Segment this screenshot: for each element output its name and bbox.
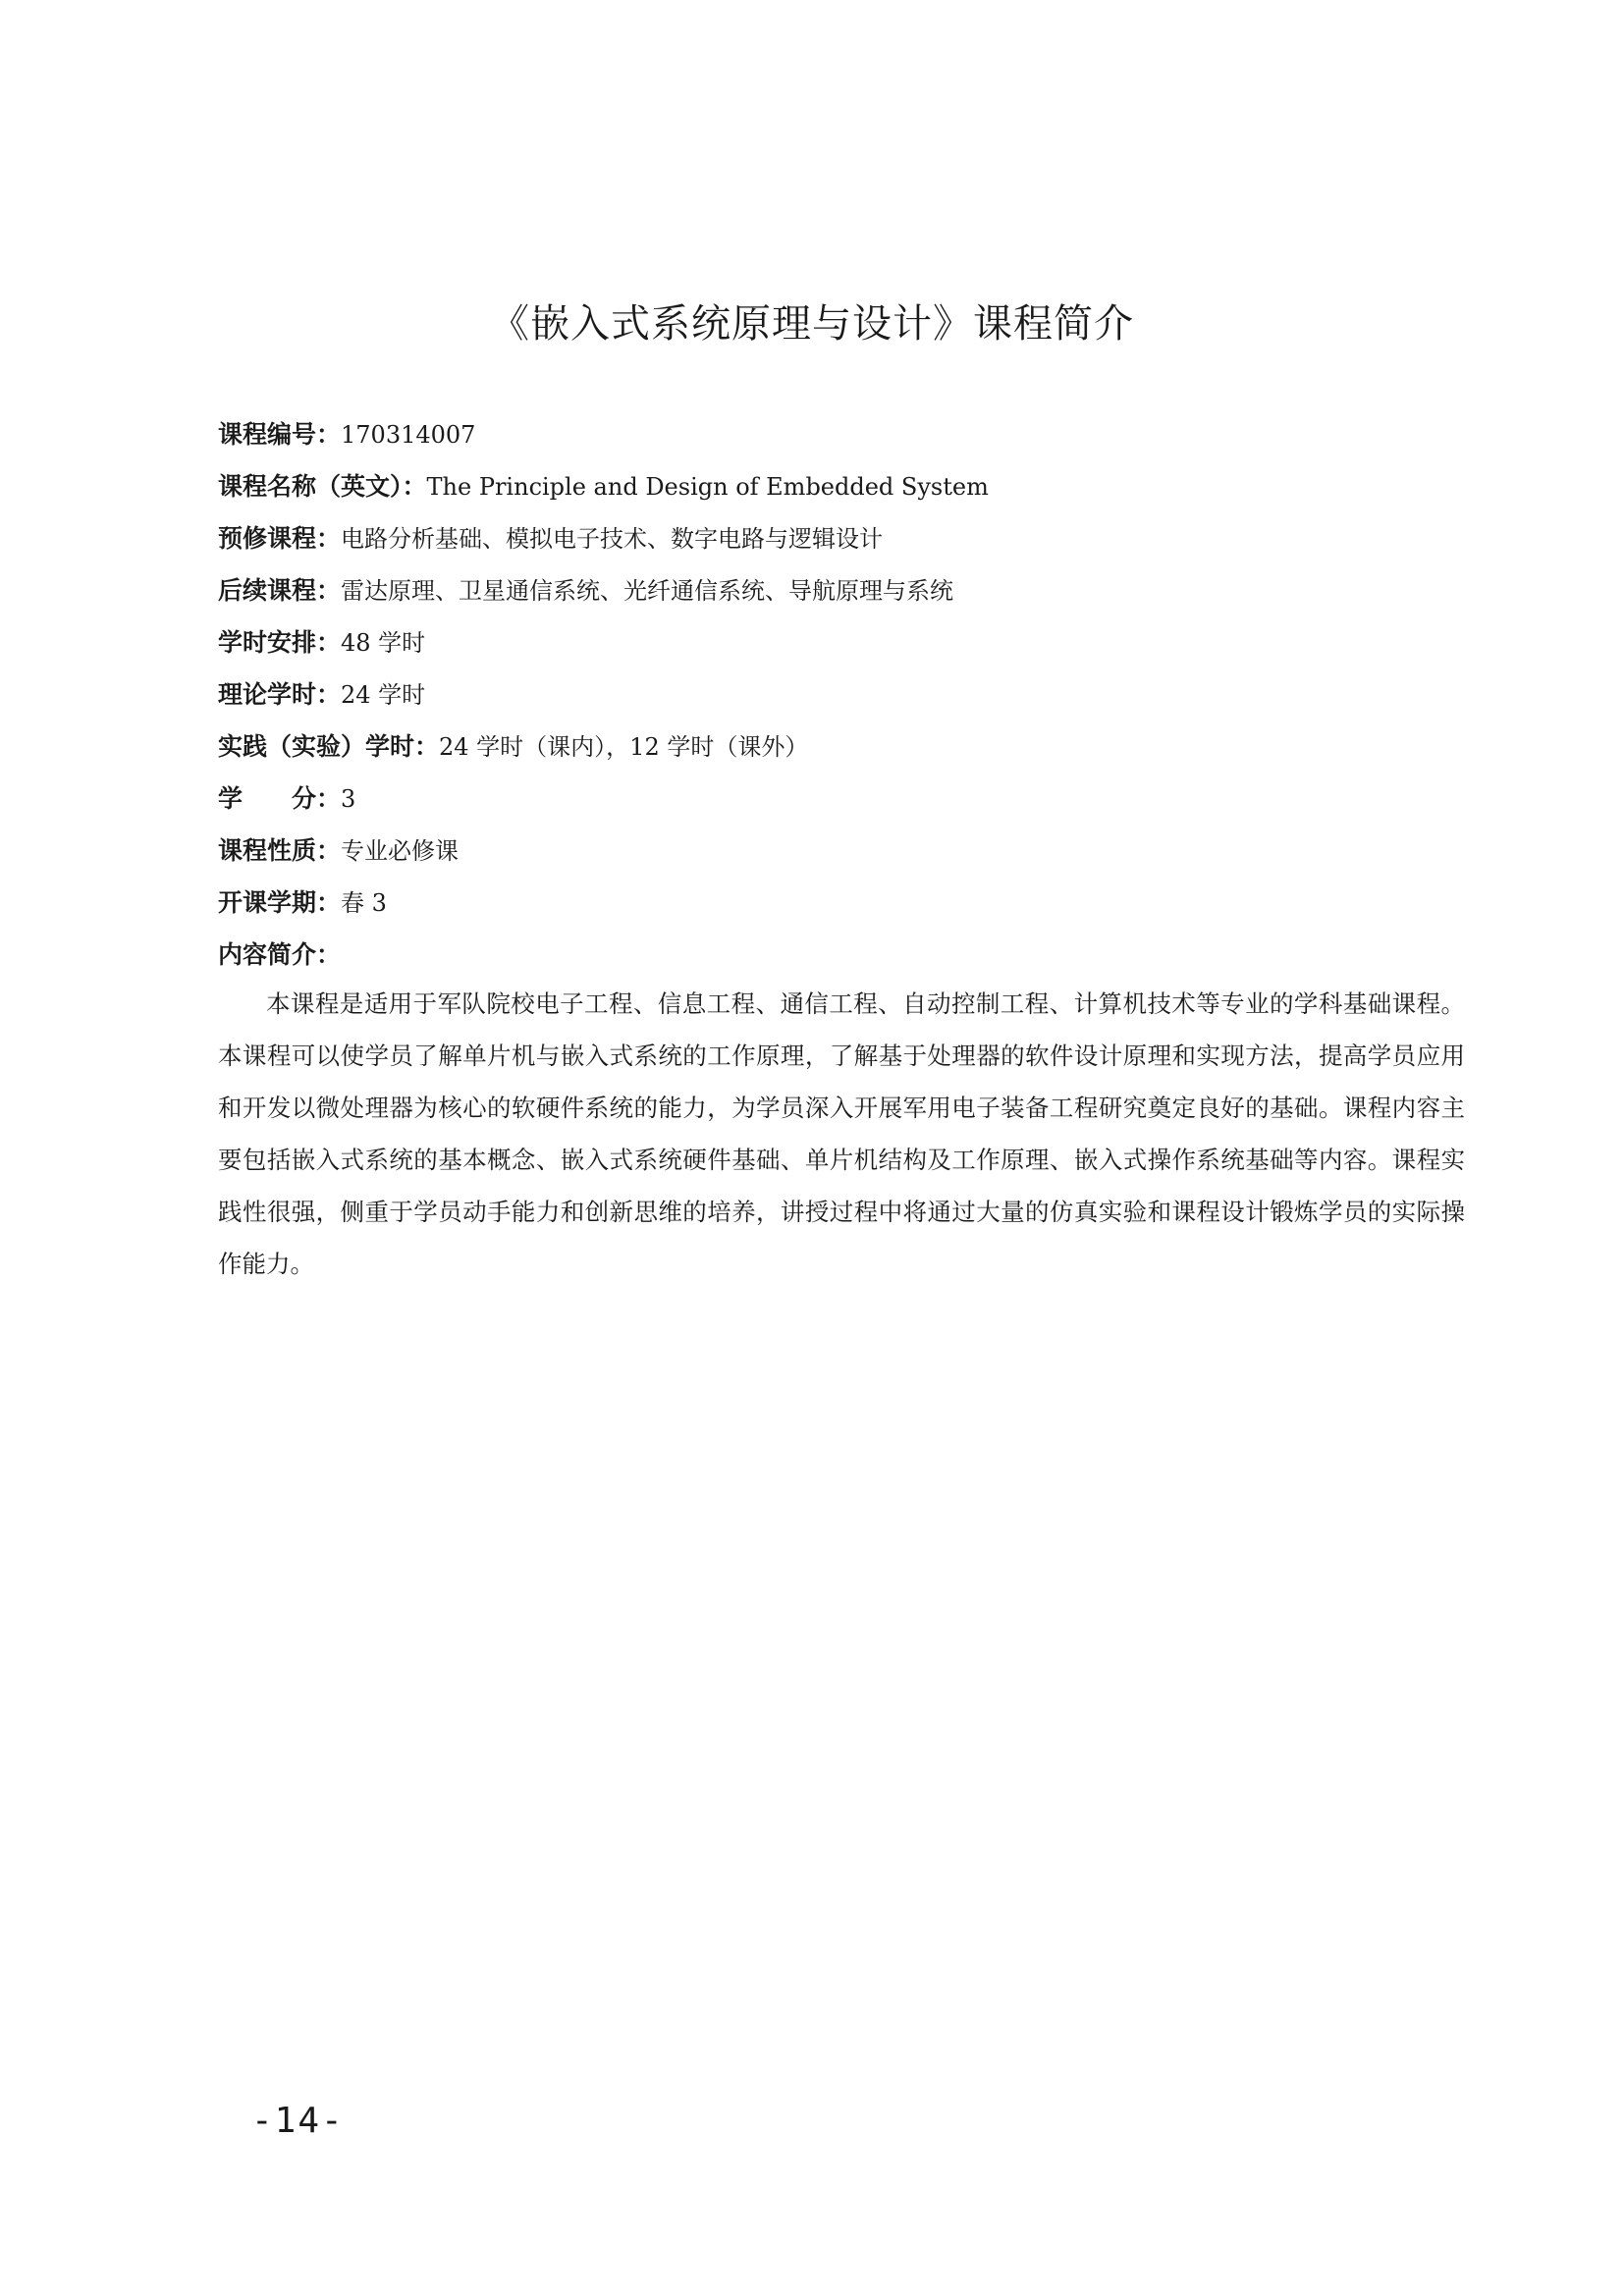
field-value: 电路分析基础、模拟电子技术、数字电路与逻辑设计: [341, 525, 884, 553]
field-label: 学时安排：: [218, 628, 342, 657]
field-label: 课程名称（英文）：: [218, 472, 427, 501]
field-value: 专业必修课: [341, 837, 460, 865]
field-course-code: [218, 415, 1465, 467]
field-label: 实践（实验）学时：: [218, 732, 440, 761]
field-value: 170314007: [341, 421, 476, 449]
field-credits: [218, 779, 1465, 831]
field-value: 24 学时: [341, 681, 426, 709]
field-total-hours: [218, 623, 1465, 675]
field-label: 课程编号：: [218, 420, 342, 449]
field-label: 后续课程：: [218, 576, 342, 605]
field-theory-hours: [218, 675, 1465, 727]
field-prerequisites: [218, 519, 1465, 571]
field-practice-hours: [218, 727, 1465, 779]
field-label: 预修课程：: [218, 524, 342, 553]
field-label: 学 分：: [218, 784, 342, 813]
field-label: 开课学期：: [218, 888, 342, 917]
field-follow-up-courses: [218, 571, 1465, 623]
document-title: 《嵌入式系统原理与设计》课程简介: [490, 301, 1134, 347]
field-course-name-en: [218, 467, 1465, 519]
page-number: -14-: [251, 2101, 345, 2141]
field-label: 内容简介：: [218, 940, 342, 969]
field-value: 春 3: [341, 889, 387, 917]
field-course-type: [218, 831, 1465, 883]
field-semester: [218, 883, 1465, 935]
field-value: 雷达原理、卫星通信系统、光纤通信系统、导航原理与系统: [341, 577, 954, 605]
field-label: 课程性质：: [218, 836, 342, 865]
field-label: 理论学时：: [218, 680, 342, 709]
course-info: [218, 415, 1465, 988]
course-summary-paragraph: 本课程是适用于军队院校电子工程、信息工程、通信工程、自动控制工程、计算机技术等专业的学科基础课程。本课程可以使学员了解单片机与嵌入式系统的工作原理，了解基于处理器的软件设计原理和实现方法，提高学员应用和开发以微处理器为核心的软硬件系统的能力，为学员深入开展军用电子装备工程研究奠定良好的基础。课程内容主要包括嵌入式系统的基本概念、嵌入式系统硬件基础、单片机结构及工作原理、嵌入式操作系统基础等内容。课程实践性很强，侧重于学员动手能力和创新思维的培养，讲授过程中将通过大量的仿真实验和课程设计锻炼学员的实际操作能力。: [218, 989, 1465, 1278]
field-value: The Principle and Design of Embedded System: [426, 473, 989, 501]
field-value: 48 学时: [341, 629, 426, 657]
field-value: 3: [341, 785, 356, 813]
field-value: 24 学时（课内），12 学时（课外）: [439, 733, 809, 761]
